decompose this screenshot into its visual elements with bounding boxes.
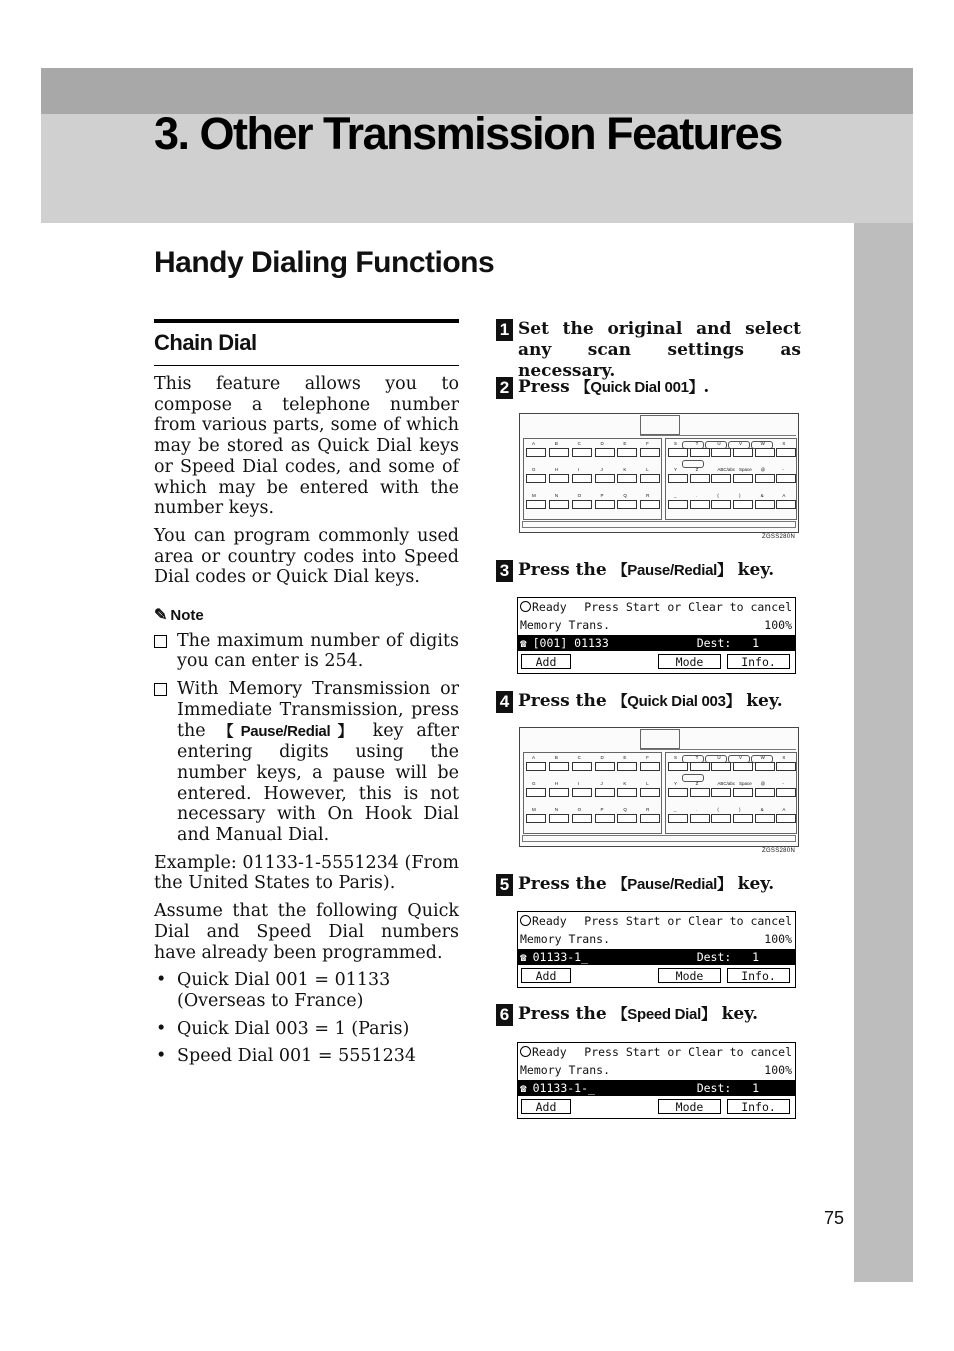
quick-dial-key (595, 474, 615, 483)
intro-paragraph-1: This feature allows you to compose a telephone number from various parts, some of which may be stored as Quick Dial keys or Speed Dial codes, and some of which may be entered with the number keys. (154, 374, 459, 519)
panel-header (640, 415, 796, 436)
lcd-prompt: Press Start or Clear to cancel (584, 600, 792, 614)
quick-dial-key (595, 788, 615, 797)
step-3-key: 【Pause/Redial】 (612, 562, 732, 579)
panel-bottom-bar (522, 835, 796, 842)
quick-dial-key-label: J (600, 781, 603, 786)
quick-dial-key (617, 448, 637, 457)
telephone-icon: ☎ (520, 951, 527, 964)
quick-dial-key-label: W (760, 441, 765, 446)
lcd-ready: Ready (532, 600, 567, 614)
quick-dial-key (595, 500, 615, 509)
quick-dial-key (526, 500, 546, 509)
example-text: Example: 01133-1-5551234 (From the United States to Paris). (154, 852, 459, 894)
bullet-item (154, 1019, 459, 1040)
lcd-mode-line: Memory Trans. (520, 1063, 611, 1077)
quick-dial-key (572, 474, 592, 483)
quick-dial-key-label: H (554, 781, 559, 786)
quick-dial-key (711, 448, 731, 457)
quick-dial-key-label: @ (760, 781, 766, 786)
note-item-2-post: key after entering digits using the number keys, a pause will be entered. However, this is not necessary with On Hook Dial and Manual Dial. (177, 720, 459, 846)
quick-dial-key-label: D (600, 441, 604, 446)
quick-dial-key-label: N (554, 807, 559, 812)
lcd-dest: Dest: 1 (696, 636, 759, 650)
quick-dial-key (776, 762, 796, 771)
panel-bottom-bar (522, 521, 796, 528)
step-6 (496, 1004, 801, 1025)
quick-dial-key (549, 474, 569, 483)
quick-dial-key-label: T (695, 441, 699, 446)
quick-dial-key (776, 500, 796, 509)
quick-dial-keypad-right (665, 438, 797, 520)
quick-dial-key (668, 788, 688, 797)
telephone-icon: ☎ (520, 637, 527, 650)
quick-dial-key-label: R (646, 807, 650, 812)
lcd-dest: Dest: 1 (696, 950, 759, 964)
quick-dial-key-label: W (760, 755, 765, 760)
quick-dial-key (617, 474, 637, 483)
note-item-2-pre: With Memory Transmission or Immediate Transmission, press the (177, 679, 459, 741)
quick-dial-key (690, 448, 710, 457)
step-3-post: key. (731, 560, 775, 580)
quick-dial-key-label: G (532, 467, 536, 472)
quick-dial-key (755, 474, 775, 483)
quick-dial-key (549, 814, 569, 823)
quick-dial-key-label: B (554, 441, 558, 446)
lcd-prompt: Press Start or Clear to cancel (584, 1045, 792, 1059)
quick-dial-key (640, 788, 660, 797)
quick-dial-key-label: X (782, 755, 786, 760)
quick-dial-key-label: & (760, 807, 764, 812)
step-2-pre: Press (518, 377, 576, 397)
step-number: 3 (496, 560, 513, 582)
step-5-key: 【Pause/Redial】 (612, 876, 732, 893)
quick-dial-key-label: F (646, 755, 649, 760)
control-panel-illustration (519, 727, 799, 847)
quick-dial-key (526, 448, 546, 457)
quick-dial-key (640, 500, 660, 509)
chapter-side-tab (854, 223, 913, 1282)
quick-dial-key-label: @ (760, 467, 766, 472)
step-5-pre: Press the (518, 874, 613, 894)
info-button[interactable]: Info. (727, 968, 790, 983)
quick-dial-key-label: F (646, 441, 649, 446)
quick-dial-key-label: ) (739, 807, 741, 812)
panel-dialing-box (640, 415, 680, 435)
quick-dial-key-label: D (600, 755, 604, 760)
quick-dial-key (755, 448, 775, 457)
quick-dial-key-label: U (717, 441, 721, 446)
quick-dial-key (690, 500, 710, 509)
quick-dial-key-label: A (532, 441, 536, 446)
quick-dial-key-label: U (717, 755, 721, 760)
quick-dial-key (526, 474, 546, 483)
quick-dial-keypad-left (523, 438, 662, 520)
step-1 (496, 319, 801, 382)
quick-dial-key (549, 788, 569, 797)
ready-circle-icon (520, 915, 531, 926)
bullet-dot: • (156, 1018, 167, 1039)
quick-dial-keypad-right (665, 752, 797, 834)
quick-dial-key-label: _ (674, 807, 677, 812)
ready-circle-icon (520, 1046, 531, 1057)
lcd-dial-line: [001] 01133 (532, 636, 609, 650)
mode-button[interactable]: Mode (658, 1099, 721, 1114)
lcd-prompt: Press Start or Clear to cancel (584, 914, 792, 928)
quick-dial-key-label: A (782, 493, 786, 498)
step-2-key: 【Quick Dial 001】 (575, 379, 704, 396)
quick-dial-key-label: . (695, 807, 697, 812)
quick-dial-key-label: R (646, 493, 650, 498)
quick-dial-key (595, 814, 615, 823)
quick-dial-key (711, 762, 731, 771)
step-4-post: key. (740, 691, 783, 711)
quick-dial-key-label: ( (717, 807, 719, 812)
quick-dial-key-label: L (646, 467, 649, 472)
quick-dial-key-label: Space (739, 781, 752, 786)
step-6-key: 【Speed Dial】 (612, 1006, 716, 1023)
step-number: 6 (496, 1004, 513, 1026)
quick-dial-key-label: Z (695, 781, 699, 786)
lcd-mode-line: Memory Trans. (520, 618, 611, 632)
quick-dial-key-label: Q (623, 807, 627, 812)
quick-dial-key-label: I (577, 467, 579, 472)
lcd-dial-line: 01133-1-_ (532, 1081, 595, 1095)
quick-dial-key-label: & (760, 493, 764, 498)
quick-dial-key-label: B (554, 755, 558, 760)
quick-dial-key-label: ( (717, 493, 719, 498)
panel-caption: ZGSS280N (762, 534, 796, 540)
quick-dial-key-label: C (577, 441, 581, 446)
bullet-item (154, 1046, 459, 1067)
quick-dial-key (755, 762, 775, 771)
mode-button[interactable]: Mode (658, 968, 721, 983)
lcd-display (517, 597, 796, 674)
lcd-display (517, 1042, 796, 1119)
quick-dial-key (549, 762, 569, 771)
quick-dial-key-label: E (623, 755, 627, 760)
subsection-rule-bottom (154, 365, 459, 366)
step-2 (496, 377, 801, 398)
quick-dial-key-label: K (623, 467, 627, 472)
page-number: 75 (824, 1208, 845, 1228)
quick-dial-key (733, 788, 753, 797)
quick-dial-key (668, 814, 688, 823)
lcd-dial-line: 01133-1_ (532, 950, 589, 964)
info-button[interactable]: Info. (727, 654, 790, 669)
ready-circle-icon (520, 601, 531, 612)
quick-dial-key-label: ABC/abc (717, 781, 736, 786)
note-heading-label: Note (170, 607, 204, 625)
quick-dial-key-label: M (532, 807, 536, 812)
quick-dial-key (711, 474, 731, 483)
step-number: 1 (496, 319, 513, 341)
quick-dial-key-label: I (577, 781, 579, 786)
step-4-pre: Press the (518, 691, 613, 711)
quick-dial-key-label: C (577, 755, 581, 760)
step-number: 5 (496, 874, 513, 896)
quick-dial-key-label: S (674, 755, 678, 760)
quick-dial-key (617, 814, 637, 823)
quick-dial-key (617, 788, 637, 797)
bullet-text: Quick Dial 003 = 1 (Paris) (177, 1018, 410, 1039)
quick-dial-key (690, 788, 710, 797)
lcd-dest: Dest: 1 (696, 1081, 759, 1095)
quick-dial-key-label: A (532, 755, 536, 760)
quick-dial-key (572, 788, 592, 797)
quick-dial-key-label: O (577, 493, 582, 498)
quick-dial-key (640, 814, 660, 823)
chapter-header-band (41, 68, 913, 223)
panel-dialing-box (640, 729, 680, 749)
quick-dial-key (572, 448, 592, 457)
quick-dial-key (776, 474, 796, 483)
intro-paragraph-2: You can program commonly used area or country codes into Speed Dial codes or Quick Dial keys. (154, 525, 459, 588)
control-panel-illustration (519, 413, 799, 533)
step-2-post: . (703, 377, 710, 397)
quick-dial-key-label: - (782, 781, 784, 786)
quick-dial-key (733, 814, 753, 823)
step-3 (496, 560, 801, 581)
bullet-dot: • (156, 1046, 167, 1067)
lcd-percent: 100% (764, 1063, 792, 1077)
step-1-text: Set the original and select any scan settings as necessary. (518, 319, 801, 381)
quick-dial-key (733, 762, 753, 771)
quick-dial-key-label: . (695, 493, 697, 498)
quick-dial-key (711, 500, 731, 509)
add-button[interactable]: Add (521, 654, 571, 669)
quick-dial-key-label: _ (674, 493, 677, 498)
quick-dial-key-label: Z (695, 467, 699, 472)
checkbox-square-icon (154, 635, 167, 648)
quick-dial-key (755, 500, 775, 509)
quick-dial-key (690, 474, 710, 483)
quick-dial-key-label: N (554, 493, 559, 498)
lcd-ready: Ready (532, 1045, 567, 1059)
quick-dial-key-label: Y (674, 781, 678, 786)
step-5 (496, 874, 801, 895)
mode-button[interactable]: Mode (658, 654, 721, 669)
lcd-percent: 100% (764, 932, 792, 946)
quick-dial-key (595, 762, 615, 771)
quick-dial-key-label: ABC/abc (717, 467, 736, 472)
telephone-icon: ☎ (520, 1082, 527, 1095)
quick-dial-key-label: Q (623, 493, 627, 498)
lcd-percent: 100% (764, 618, 792, 632)
quick-dial-key (733, 500, 753, 509)
quick-dial-key-label: A (782, 807, 786, 812)
step-number: 2 (496, 377, 513, 399)
quick-dial-key (690, 762, 710, 771)
quick-dial-key (776, 788, 796, 797)
quick-dial-key (668, 474, 688, 483)
quick-dial-key-label: L (646, 781, 649, 786)
quick-dial-key-label: V (739, 755, 743, 760)
quick-dial-key-label: X (782, 441, 786, 446)
quick-dial-key (526, 788, 546, 797)
lcd-mode-line: Memory Trans. (520, 932, 611, 946)
chapter-title: 3. Other Transmission Features (154, 108, 782, 159)
bullet-item (154, 970, 459, 1011)
quick-dial-key (733, 448, 753, 457)
subsection-rule-top (154, 319, 459, 323)
quick-dial-key-label: S (674, 441, 678, 446)
info-button[interactable]: Info. (727, 1099, 790, 1114)
quick-dial-key (572, 500, 592, 509)
quick-dial-key-label: H (554, 467, 559, 472)
add-button[interactable]: Add (521, 968, 571, 983)
quick-dial-key (755, 788, 775, 797)
quick-dial-key (776, 448, 796, 457)
quick-dial-key (733, 474, 753, 483)
quick-dial-key-label: Space (739, 467, 752, 472)
bullet-dot: • (156, 970, 167, 991)
quick-dial-key-label: J (600, 467, 603, 472)
quick-dial-key-label: K (623, 781, 627, 786)
quick-dial-key (595, 448, 615, 457)
pencil-icon: ✎ (154, 607, 168, 625)
quick-dial-key (640, 474, 660, 483)
left-column (154, 374, 459, 1074)
quick-dial-key (549, 500, 569, 509)
step-3-pre: Press the (518, 560, 613, 580)
quick-dial-key (526, 762, 546, 771)
quick-dial-key-label: T (695, 755, 699, 760)
step-4-key: 【Quick Dial 003】 (612, 693, 741, 710)
quick-dial-key-label: ) (739, 493, 741, 498)
quick-dial-keypad-left (523, 752, 662, 834)
lcd-ready: Ready (532, 914, 567, 928)
bullet-text: Quick Dial 001 = 01133 (Overseas to France) (177, 970, 391, 1011)
step-6-pre: Press the (518, 1004, 613, 1024)
quick-dial-key-label: E (623, 441, 627, 446)
quick-dial-key (711, 814, 731, 823)
note-heading (154, 606, 459, 627)
quick-dial-key (640, 448, 660, 457)
quick-dial-key (572, 762, 592, 771)
note-item (154, 679, 459, 846)
panel-header (640, 729, 796, 750)
quick-dial-key (617, 500, 637, 509)
section-title: Handy Dialing Functions (154, 246, 495, 279)
quick-dial-key (776, 814, 796, 823)
quick-dial-key (617, 762, 637, 771)
quick-dial-key (526, 814, 546, 823)
step-4 (496, 691, 801, 712)
panel-caption: ZGSS280N (762, 848, 796, 854)
step-number: 4 (496, 691, 513, 713)
quick-dial-key (755, 814, 775, 823)
lcd-display (517, 911, 796, 988)
quick-dial-key (668, 448, 688, 457)
quick-dial-key-label: V (739, 441, 743, 446)
note-item (154, 631, 459, 672)
quick-dial-key-label: M (532, 493, 536, 498)
quick-dial-key-label: O (577, 807, 582, 812)
quick-dial-key (549, 448, 569, 457)
subsection-title: Chain Dial (154, 330, 257, 355)
quick-dial-key-label: P (600, 807, 604, 812)
quick-dial-key (572, 814, 592, 823)
assume-text: Assume that the following Quick Dial and Speed Dial numbers have already been programmed. (154, 901, 459, 963)
add-button[interactable]: Add (521, 1099, 571, 1114)
note-item-2-key: 【Pause/Redial】 (218, 722, 360, 740)
quick-dial-key (690, 814, 710, 823)
quick-dial-key-label: - (782, 467, 784, 472)
step-6-post: key. (715, 1004, 759, 1024)
checkbox-square-icon (154, 683, 167, 696)
note-item-1-text: The maximum number of digits you can enter is 254. (177, 630, 459, 672)
quick-dial-key (668, 762, 688, 771)
quick-dial-key (640, 762, 660, 771)
quick-dial-key-label: P (600, 493, 604, 498)
quick-dial-key-label: G (532, 781, 536, 786)
quick-dial-key (711, 788, 731, 797)
bullet-text: Speed Dial 001 = 5551234 (177, 1046, 417, 1067)
step-5-post: key. (731, 874, 775, 894)
quick-dial-key-label: Y (674, 467, 678, 472)
quick-dial-key (668, 500, 688, 509)
